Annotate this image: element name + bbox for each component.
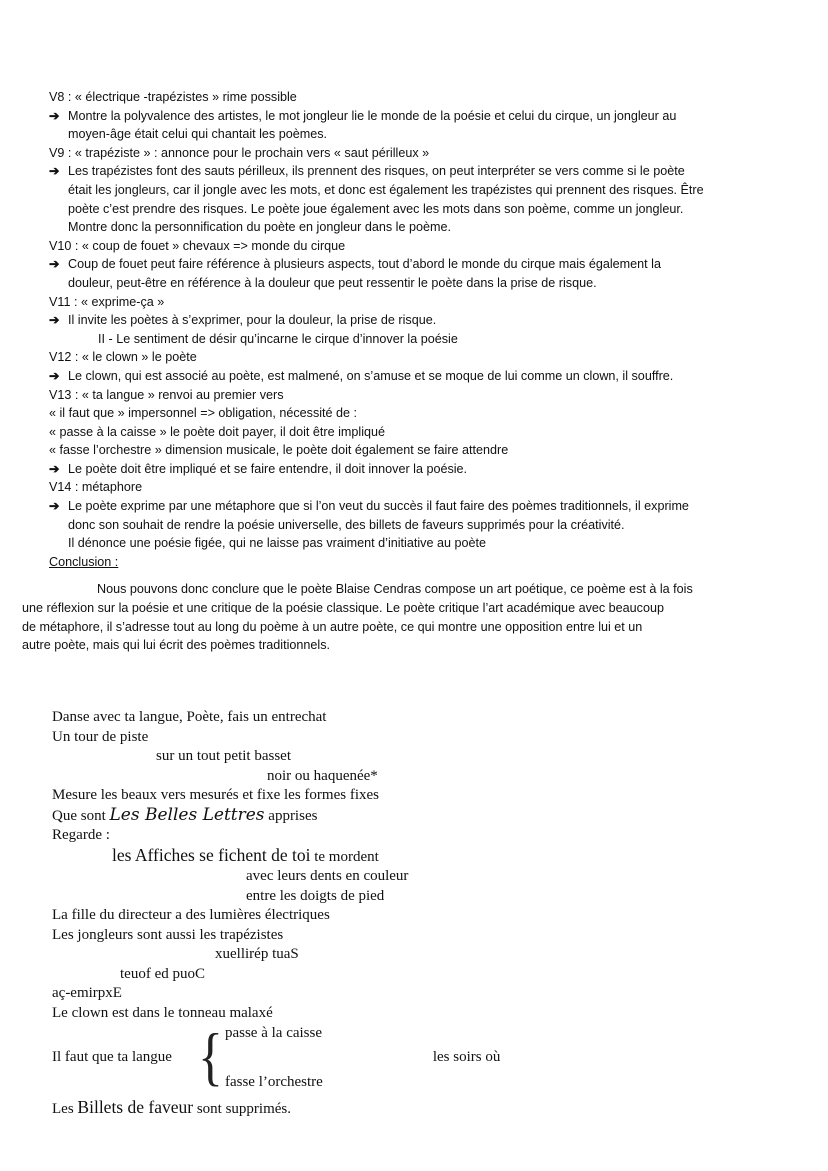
poem-fragment-large: les Affiches se fichent de toi — [112, 844, 311, 865]
poem-line: aç-emirpxE — [52, 985, 122, 1001]
conclusion-title: Conclusion : — [49, 554, 119, 569]
brace-items — [225, 1024, 323, 1092]
conclusion-line: Nous pouvons donc conclure que le poète Blaise Cendras compose un art poétique, ce poème est à la fois — [97, 582, 693, 597]
v14-comment: ➔ Le poète exprime par une métaphore que si l’on veut du succès il faut faire des poèmes traditionnels, il exprime — [49, 497, 789, 516]
v13-note: « passe à la caisse » le poète doit payer, il doit être impliqué — [49, 424, 386, 439]
poem-fragment: passe à la caisse — [224, 1025, 323, 1041]
poem-line: noir ou haquenée* — [267, 767, 378, 784]
v14-comment-cont: donc son souhait de rendre la poésie universelle, des billets de faveurs supprimés pour la créativité. — [68, 517, 625, 532]
poem-brace-group — [52, 1021, 612, 1093]
poem-fragment: Que sont — [52, 807, 106, 824]
v11-comment: ➔ Il invite les poètes à s’exprimer, pour la douleur, la prise de risque. — [49, 311, 789, 330]
analysis-notes — [22, 88, 789, 655]
poem — [52, 708, 612, 1120]
v13-note: « fasse l’orchestre » dimension musicale, le poète doit également se faire attendre — [49, 443, 509, 458]
v8-comment: ➔ Montre la polyvalence des artistes, le mot jongleur lie le monde de la poésie et celui du cirque, un jongleur au — [49, 107, 789, 126]
poem-line: Les jongleurs sont aussi les trapézistes — [52, 926, 284, 943]
poem-line: Un tour de piste — [52, 728, 149, 745]
poem-line — [52, 806, 612, 827]
poem-line: sur un tout petit basset — [156, 748, 291, 764]
poem-fragment: apprises — [268, 807, 318, 824]
v13-label: V13 : « ta langue » renvoi au premier vers — [49, 387, 284, 402]
v14-label: V14 : métaphore — [49, 480, 143, 495]
poem-fragment: Les — [52, 1101, 74, 1117]
conclusion-line: autre poète, mais qui lui écrit des poèmes traditionnels. — [22, 638, 331, 653]
conclusion-line: une réflexion sur la poésie et une critique de la poésie classique. Le poète critique l’art académique avec beaucoup — [22, 601, 664, 616]
v13-note: « il faut que » impersonnel => obligation, nécessité de : — [49, 406, 358, 421]
poem-line: avec leurs dents en couleur — [246, 868, 409, 884]
poem-fragment: sont supprimés. — [196, 1101, 291, 1117]
v9-comment-cont: était les jongleurs, car il jongle avec les mots, et donc est également les trapézistes qui prennent des risques. Être — [68, 182, 704, 197]
poem-fragment-large: Billets de faveur — [77, 1097, 194, 1117]
arrow-icon: ➔ — [49, 313, 60, 328]
poem-line: Regarde : — [52, 827, 110, 843]
poem-line: Le clown est dans le tonneau malaxé — [52, 1004, 273, 1021]
poem-line: La fille du directeur a des lumières électriques — [52, 907, 330, 923]
v9-comment-cont: poète c’est prendre des risques. Le poète joue également avec les mots dans son poème, comme un jongleur. — [68, 201, 684, 216]
conclusion-line: de métaphore, il s’adresse tout au long du poème à un autre poète, ce qui montre une opposition entre lui et un — [22, 619, 643, 634]
poem-line — [52, 846, 612, 868]
section-heading-2: II - Le sentiment de désir qu’incarne le cirque d’innover la poésie — [98, 331, 458, 346]
poem-line: Danse avec ta langue, Poète, fais un entrechat — [52, 709, 327, 725]
arrow-icon: ➔ — [49, 164, 60, 179]
v9-label: V9 : « trapéziste » : annonce pour le prochain vers « saut périlleux » — [49, 145, 430, 160]
v9-comment-cont: Montre donc la personnification du poète en jongleur dans le poème. — [68, 220, 451, 235]
poem-fragment: te mordent — [314, 848, 379, 865]
v8-label: V8 : « électrique -trapézistes » rime possible — [49, 90, 297, 104]
v12-comment: ➔ Le clown, qui est associé au poète, est malmené, on s’amuse et se moque de lui comme un clown, il souffre. — [49, 367, 789, 386]
v10-label: V10 : « coup de fouet » chevaux => monde du cirque — [49, 238, 346, 253]
v10-comment-cont: douleur, peut-être en référence à la douleur que peut ressentir le poète dans la prise de risque. — [68, 275, 597, 290]
v14-comment-cont: Il dénonce une poésie figée, qui ne laisse pas vraiment d’initiative au poète — [68, 536, 486, 551]
curly-brace: { — [198, 1021, 223, 1093]
poem-line — [52, 1098, 612, 1120]
poem-fragment-script: Les Belles Lettres — [109, 804, 265, 825]
arrow-icon: ➔ — [49, 499, 60, 514]
poem-line: xuellirép tuaS — [215, 946, 299, 962]
poem-fragment: Il faut que ta langue — [52, 1049, 172, 1066]
v13-comment: ➔ Le poète doit être impliqué et se faire entendre, il doit innover la poésie. — [49, 460, 789, 479]
arrow-icon: ➔ — [49, 461, 60, 476]
v10-comment: ➔ Coup de fouet peut faire référence à plusieurs aspects, tout d’abord le monde du cirque mais également la — [49, 255, 789, 274]
poem-fragment: fasse l’orchestre — [224, 1073, 323, 1090]
v9-comment: ➔ Les trapézistes font des sauts périlleux, ils prennent des risques, on peut interpréter se vers comme si le poète — [49, 162, 789, 181]
poem-line: teuof ed puoC — [120, 965, 205, 982]
v8-comment-cont: moyen-âge était celui qui chantait les poèmes. — [68, 127, 328, 142]
arrow-icon: ➔ — [49, 257, 60, 272]
poem-line: Mesure les beaux vers mesurés et fixe les formes fixes — [52, 787, 379, 803]
arrow-icon: ➔ — [49, 108, 60, 123]
poem-line: entre les doigts de pied — [246, 887, 385, 904]
conclusion-paragraph — [22, 580, 789, 654]
arrow-icon: ➔ — [49, 368, 60, 383]
poem-fragment: les soirs où — [432, 1049, 501, 1066]
v12-label: V12 : « le clown » le poète — [49, 350, 197, 365]
v11-label: V11 : « exprime-ça » — [49, 294, 165, 309]
